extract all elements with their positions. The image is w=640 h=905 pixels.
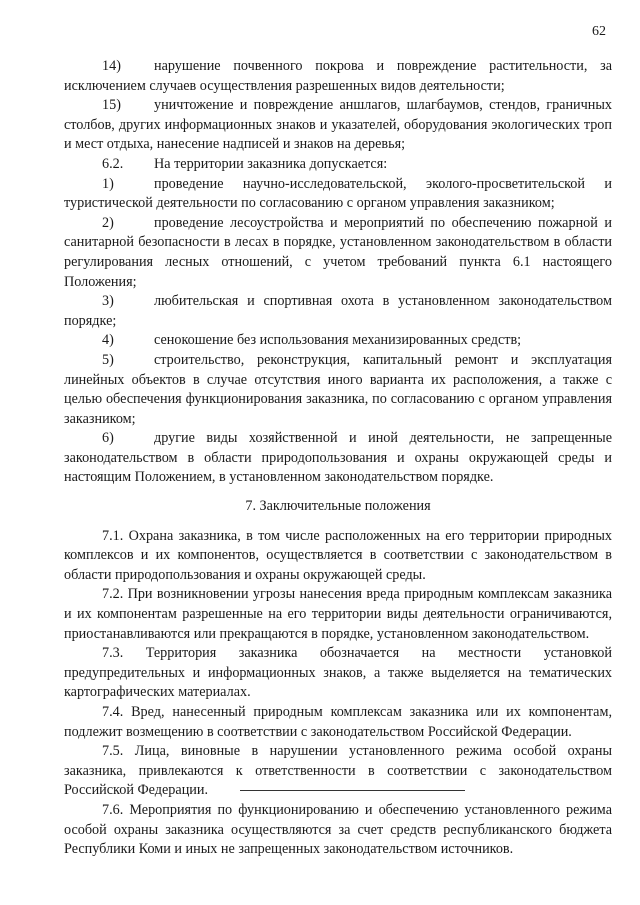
list-item-text: строительство, реконструкция, капитальный ремонт и эксплуатация линейных объектов в случае отсутствия иного варианта их расположения, а также с целью обеспечения функционирования заказника, по согласованию с органом управления заказником;: [64, 351, 612, 427]
list-item-text: нарушение почвенного покрова и повреждение растительности, за исключением случаев осуществления разрешенных видов деятельности;: [64, 58, 612, 94]
clause-number: 6.2.: [102, 155, 124, 172]
list-item-text: проведение лесоустройства и мероприятий по обеспечению пожарной и санитарной безопасности в лесах в порядке, установленном законодательством в области регулирования лесных отношений, с учетом требований пункта 6.1 настоящего Положения;: [64, 214, 612, 290]
paragraph: 7.6. Мероприятия по функционированию и обеспечению установленного режима особой охраны заказника осуществляются за счет средств республиканского бюджета Республики Коми и иных не запрещенных законодательством источников.: [64, 801, 612, 858]
list-item-text: другие виды хозяйственной и иной деятельности, не запрещенные законодательством в области природопользования и охраны окружающей среды и настоящим Положением, в установленном законодательством порядке.: [64, 430, 612, 486]
list-item: [64, 96, 612, 155]
list-item: [64, 57, 612, 96]
list-item: [64, 175, 612, 214]
list-item-text: проведение научно-исследовательской, эколого-просветительской и туристической деятельности по согласованию с органом управления заказником;: [64, 175, 612, 212]
page-number: 62: [592, 24, 606, 39]
list-item-number: 6): [102, 430, 114, 447]
paragraph: 7.4. Вред, нанесенный природным комплексам заказника или их компонентам, подлежит возмещению в соответствии с законодательством Российской Федерации.: [64, 704, 612, 740]
list-item-number: 14): [102, 58, 121, 74]
list-item: [64, 214, 612, 292]
list-item-text: уничтожение и повреждение аншлагов, шлагбаумов, стендов, граничных столбов, других информационных знаков и указателей, оборудования экологических троп и мест отдыха, нанесение надписей и знаков на деревья;: [64, 97, 612, 153]
list-item-number: 15): [102, 97, 121, 114]
paragraph: 7.5. Лица, виновные в нарушении установленного режима особой охраны заказника, привлекаются к ответственности в соответствии с законодательством Российской Федерации.: [64, 743, 612, 799]
list-item: [64, 331, 612, 351]
clause-text: На территории заказника допускается:: [154, 155, 388, 172]
list-item: [64, 351, 612, 429]
list-item-number: 4): [102, 332, 114, 349]
list-item-number: 3): [102, 293, 114, 310]
list-item-number: 5): [102, 351, 114, 368]
list-item: [64, 292, 612, 331]
paragraph: 7.3. Территория заказника обозначается на местности установкой предупредительных и информационных знаков, а также выделяется на тематических картографических материалах.: [64, 645, 612, 701]
end-separator-line: [240, 790, 465, 791]
section-heading: 7. Заключительные положения: [245, 498, 431, 515]
list-item: [64, 429, 612, 488]
list-item-number: 1): [102, 175, 114, 192]
paragraph: 7.1. Охрана заказника, в том числе расположенных на его территории природных комплексов и их компонентов, осуществляется в соответствии с законодательством в области природопользования и охраны окружающей среды.: [64, 527, 612, 583]
clause-6-2: [64, 155, 612, 175]
list-item-text: любительская и спортивная охота в установленном законодательством порядке;: [64, 293, 612, 329]
document-body: [64, 57, 612, 860]
list-item-text: сенокошение без использования механизированных средств;: [154, 332, 522, 349]
list-item-number: 2): [102, 214, 114, 231]
paragraph: 7.2. При возникновении угрозы нанесения вреда природным комплексам заказника и их компонентам разрешенные на его территории виды деятельности ограничиваются, приостанавливаются или прекращаются в порядке, установленном законодательством.: [64, 586, 612, 642]
